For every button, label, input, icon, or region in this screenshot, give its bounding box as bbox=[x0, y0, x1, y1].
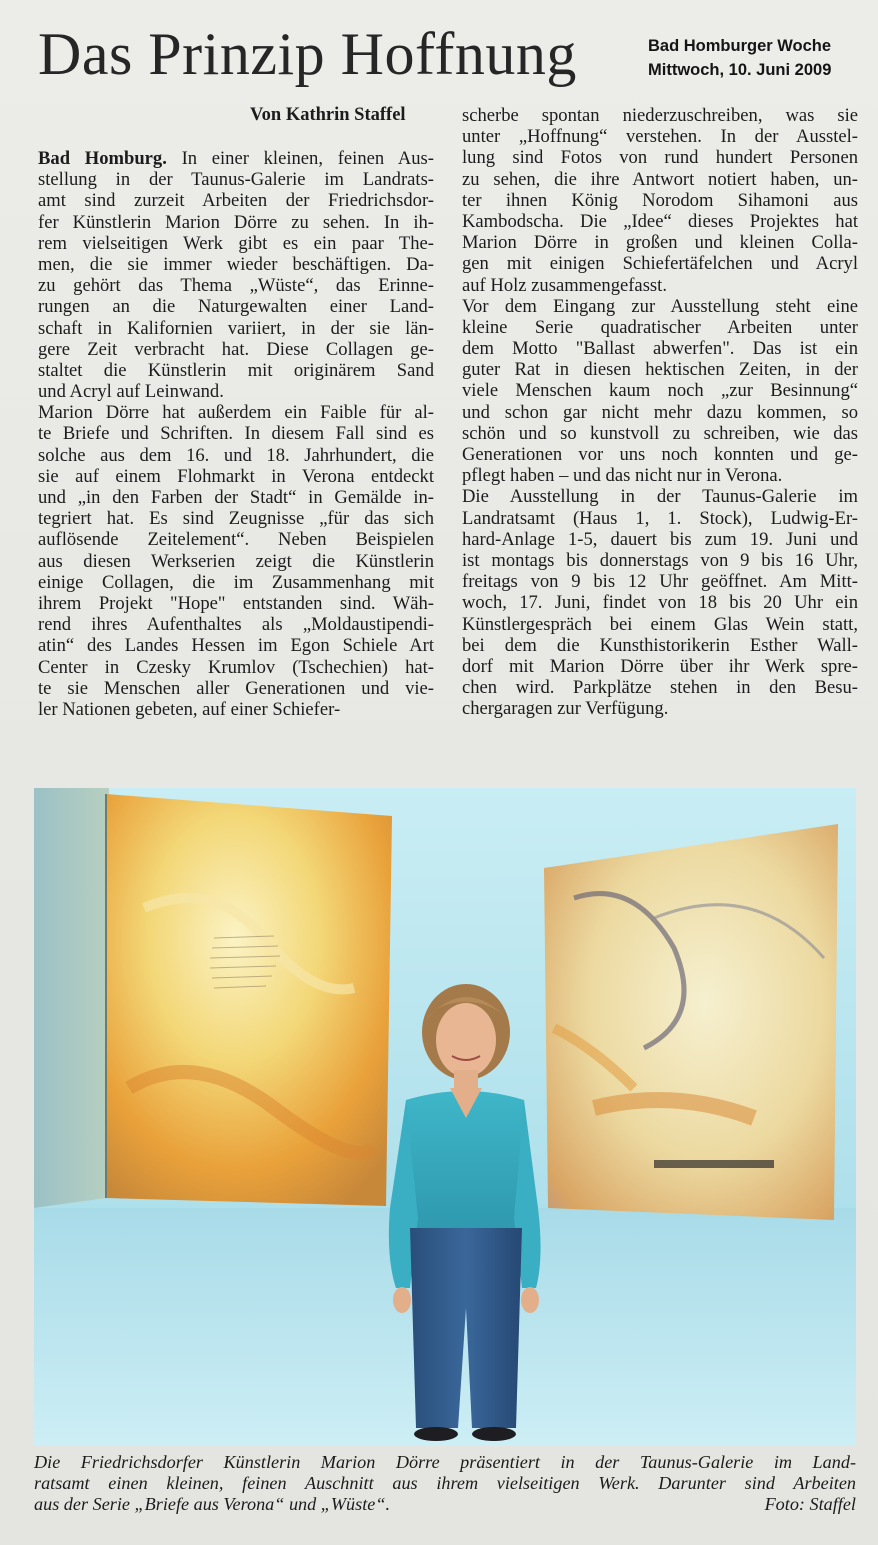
column-2-line: Kambodscha. Die „Idee“ dieses Projektes hat bbox=[462, 210, 858, 232]
column-1-line: staltet die Künstlerin mit originärem Sand bbox=[38, 359, 434, 381]
column-1-line: rem vielseitigen Werk gibt es ein paar The- bbox=[38, 232, 434, 254]
gallery-photo-illustration bbox=[34, 788, 856, 1446]
column-1-line: aus diesen Werkserien zeigt die Künstlerin bbox=[38, 550, 434, 572]
column-2-line: Landratsamt (Haus 1, 1. Stock), Ludwig-Er- bbox=[462, 507, 858, 529]
column-2-line: zu sehen, die ihre Antwort notiert haben, un- bbox=[462, 168, 858, 190]
column-2-line: und schon gar nicht mehr dazu kommen, so bbox=[462, 401, 858, 423]
column-1-line: und „in den Farben der Stadt“ in Gemälde in- bbox=[38, 487, 434, 508]
column-1-line bbox=[38, 148, 434, 169]
column-1-line: auflösende Zeitelement“. Neben Beispielen bbox=[38, 529, 434, 551]
text-line-content: In einer kleinen, feinen Aus- bbox=[181, 148, 434, 169]
source-info bbox=[648, 34, 831, 82]
caption-line: ratsamt einen kleinen, feinen Auschnitt aus ihrem vielseitigen Werk. Darunter sind Arbeiten bbox=[34, 1472, 856, 1493]
column-2-line: ter ihnen König Norodom Sihamoni aus bbox=[462, 189, 858, 211]
publication-name: Bad Homburger Woche bbox=[648, 37, 832, 55]
column-1-line: men, die sie immer wieder beschäftigen. Da- bbox=[38, 253, 434, 275]
column-2-line: Vor dem Eingang zur Ausstellung steht eine bbox=[462, 295, 858, 317]
column-2-line: gen mit einigen Schiefertäfelchen und Acryl bbox=[462, 253, 858, 275]
column-1-line: ihrem Projekt "Hope" entstanden sind. Wäh- bbox=[38, 592, 434, 614]
column-1-line: te sie Menschen aller Generationen und vie- bbox=[38, 677, 434, 699]
column-1-line: ler Nationen gebeten, auf einer Schiefer- bbox=[38, 698, 341, 720]
article-column-2 bbox=[462, 105, 858, 719]
column-1-line: tegriert hat. Es sind Zeugnisse „für das sich bbox=[38, 508, 434, 530]
column-2-line: Künstlergespräch bei einem Glas Wein statt, bbox=[462, 613, 858, 635]
column-2-line: dem Motto "Ballast abwerfen". Das ist ein bbox=[462, 338, 858, 360]
column-2-line: guter Rat in diesen hektischen Zeiten, in der bbox=[462, 359, 858, 381]
column-2-line: lung sind Fotos von rund hundert Personen bbox=[462, 147, 858, 169]
column-1-line: Center in Czesky Krumlov (Tschechien) hat- bbox=[38, 656, 434, 678]
column-2-line: freitags von 9 bis 12 Uhr geöffnet. Am Mitt- bbox=[462, 571, 858, 593]
column-1-line: rend ihres Aufenthaltes als „Moldaustipendi- bbox=[38, 614, 434, 636]
column-1-line: atin“ des Landes Hessen im Egon Schiele Art bbox=[38, 635, 434, 657]
column-2-line: bei dem die Kunsthistorikerin Esther Wall- bbox=[462, 634, 858, 656]
column-1-line: fer Künstlerin Marion Dörre zu sehen. In ih- bbox=[38, 211, 434, 233]
dateline: Bad Homburg. bbox=[38, 148, 167, 169]
column-2-line: pflegt haben – und das nicht nur in Verona. bbox=[462, 465, 783, 487]
column-2-line: chen wird. Parkplätze stehen in den Besu- bbox=[462, 677, 858, 699]
caption-line: aus der Serie „Briefe aus Verona“ und „Wüste“. bbox=[34, 1493, 390, 1514]
column-2-line: unter „Hoffnung“ verstehen. In der Ausstel- bbox=[462, 126, 858, 148]
column-1-line: sie auf einem Flohmarkt in Verona entdeckt bbox=[38, 465, 434, 487]
column-2-line: kleine Serie quadratischer Arbeiten unter bbox=[462, 316, 858, 338]
article-photo bbox=[34, 788, 856, 1446]
column-2-line: dorf mit Marion Dörre über ihr Werk spre- bbox=[462, 655, 858, 677]
column-1-line: rungen an die Naturgewalten einer Land- bbox=[38, 296, 434, 318]
column-2-line: auf Holz zusammengefasst. bbox=[462, 274, 667, 296]
column-2-line: Die Ausstellung in der Taunus-Galerie im bbox=[462, 486, 858, 508]
column-1-line: amt sind zurzeit Arbeiten der Friedrichsdor- bbox=[38, 190, 434, 212]
byline: Von Kathrin Staffel bbox=[250, 105, 406, 125]
column-1-line: einige Collagen, die im Zusammenhang mit bbox=[38, 571, 434, 593]
column-1-line: solche aus dem 16. und 18. Jahrhundert, die bbox=[38, 444, 434, 466]
headline: Das Prinzip Hoffnung bbox=[38, 21, 577, 87]
column-2-line: woch, 17. Juni, findet von 18 bis 20 Uhr ein bbox=[462, 592, 858, 614]
column-1-line: stellung in der Taunus-Galerie im Landrats- bbox=[38, 169, 434, 191]
article-column-1 bbox=[38, 148, 434, 720]
column-2-line: scherbe spontan niederzuschreiben, was sie bbox=[462, 105, 858, 126]
column-2-line: Marion Dörre in großen und kleinen Colla- bbox=[462, 232, 858, 254]
column-2-line: viele Menschen kaum noch „zur Besinnung“ bbox=[462, 380, 858, 402]
column-2-line: hard-Anlage 1-5, dauert bis zum 19. Juni und bbox=[462, 528, 858, 550]
column-2-line: schön und so kunstvoll zu schreiben, wie das bbox=[462, 422, 858, 444]
column-2-line: ist montags bis donnerstags von 9 bis 16 Uhr, bbox=[462, 549, 858, 571]
column-2-line: Generationen vor uns noch konnten und ge- bbox=[462, 444, 858, 465]
column-1-line: Marion Dörre hat außerdem ein Faible für al- bbox=[38, 402, 434, 424]
column-1-line: te Briefe und Schriften. In diesem Fall sind es bbox=[38, 423, 434, 445]
caption-line: Die Friedrichsdorfer Künstlerin Marion Dörre präsentiert in der Taunus-Galerie im Land- bbox=[34, 1452, 856, 1472]
column-2-line: chergaragen zur Verfügung. bbox=[462, 698, 669, 720]
photo-caption bbox=[34, 1452, 856, 1514]
publication-date: Mittwoch, 10. Juni 2009 bbox=[648, 61, 832, 79]
column-1-line: und Acryl auf Leinwand. bbox=[38, 381, 224, 403]
column-1-line: schaft in Kalifornien variiert, in der sie län- bbox=[38, 317, 434, 339]
photo-credit: Foto: Staffel bbox=[764, 1493, 856, 1514]
column-1-line: zu gehört das Thema „Wüste“, das Erinne- bbox=[38, 275, 434, 297]
column-1-line: gere Zeit verbracht hat. Diese Collagen ge- bbox=[38, 338, 434, 360]
